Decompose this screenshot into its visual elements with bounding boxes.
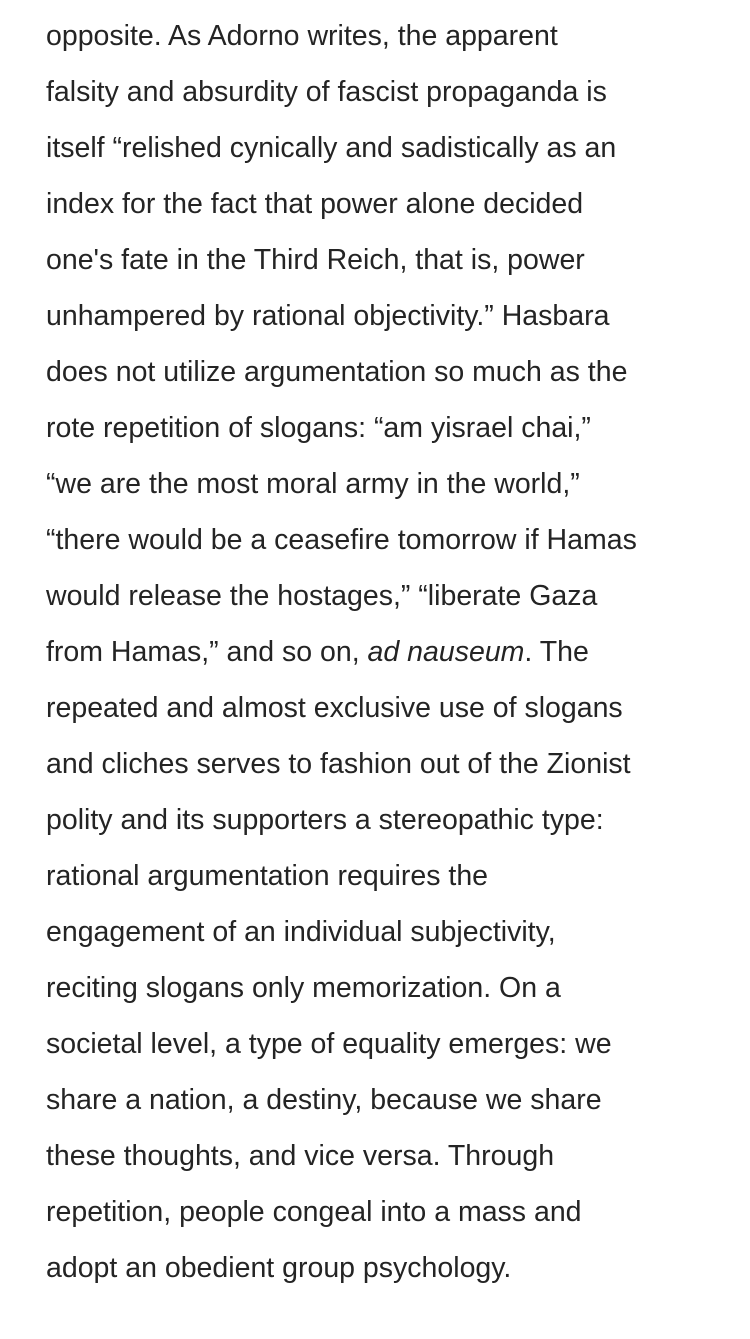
text-segment: engagement of an individual subjectivity, <box>46 916 556 948</box>
paragraph-line <box>46 1128 716 1184</box>
text-segment: falsity and absurdity of fascist propaganda is <box>46 76 607 108</box>
paragraph-line <box>46 8 716 64</box>
text-segment: repeated and almost exclusive use of slogans <box>46 692 623 724</box>
text-segment: opposite. As Adorno writes, the apparent <box>46 20 558 52</box>
text-segment: polity and its supporters a stereopathic type: <box>46 804 604 836</box>
text-segment: from Hamas,” and so on, <box>46 636 368 668</box>
text-segment: unhampered by rational objectivity.” Hasbara <box>46 300 610 332</box>
text-segment: “there would be a ceasefire tomorrow if Hamas <box>46 524 637 556</box>
text-segment: rote repetition of slogans: “am yisrael chai,” <box>46 412 591 444</box>
text-segment: rational argumentation requires the <box>46 860 489 892</box>
paragraph-line <box>46 512 716 568</box>
paragraph-line <box>46 456 716 512</box>
paragraph-line <box>46 792 716 848</box>
paragraph-line <box>46 736 716 792</box>
text-segment: one's fate in the Third Reich, that is, power <box>46 244 585 276</box>
text-segment: “we are the most moral army in the world,” <box>46 468 580 500</box>
text-segment: . The <box>524 636 589 668</box>
paragraph-line <box>46 1184 716 1240</box>
text-segment: would release the hostages,” “liberate Gaza <box>46 580 598 612</box>
article-paragraph <box>46 8 716 1296</box>
text-segment: these thoughts, and vice versa. Through <box>46 1140 555 1172</box>
paragraph-line <box>46 960 716 1016</box>
text-segment: societal level, a type of equality emerges: we <box>46 1028 612 1060</box>
paragraph-line <box>46 64 716 120</box>
text-segment: index for the fact that power alone decided <box>46 188 584 220</box>
text-segment: and cliches serves to fashion out of the Zionist <box>46 748 631 780</box>
emphasis-text: ad nauseum <box>367 636 525 668</box>
text-segment: itself “relished cynically and sadistically as an <box>46 132 617 164</box>
paragraph-line <box>46 568 716 624</box>
paragraph-line <box>46 624 716 680</box>
paragraph-line <box>46 344 716 400</box>
text-segment: share a nation, a destiny, because we share <box>46 1084 602 1116</box>
paragraph-line <box>46 1240 716 1296</box>
paragraph-line <box>46 680 716 736</box>
paragraph-line <box>46 400 716 456</box>
text-segment: repetition, people congeal into a mass and <box>46 1196 582 1228</box>
text-segment: adopt an obedient group psychology. <box>46 1252 512 1284</box>
paragraph-line <box>46 120 716 176</box>
paragraph-line <box>46 288 716 344</box>
text-segment: reciting slogans only memorization. On a <box>46 972 561 1004</box>
paragraph-line <box>46 848 716 904</box>
paragraph-line <box>46 232 716 288</box>
paragraph-line <box>46 176 716 232</box>
text-segment: does not utilize argumentation so much as the <box>46 356 628 388</box>
paragraph-line <box>46 1016 716 1072</box>
paragraph-line <box>46 1072 716 1128</box>
paragraph-line <box>46 904 716 960</box>
